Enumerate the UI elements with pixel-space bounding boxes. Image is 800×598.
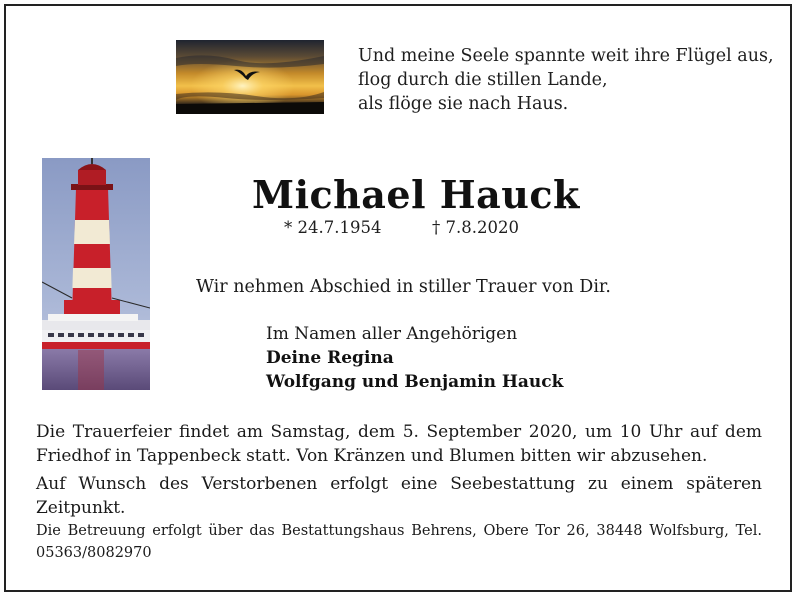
signer-name: Deine Regina (266, 348, 394, 368)
farewell-text: Wir nehmen Abschied in stiller Trauer von Dir. (196, 277, 611, 297)
poem-line: als flöge sie nach Haus. (358, 94, 569, 114)
signers-intro: Im Namen aller Angehörigen (266, 324, 518, 344)
poem-line: Und meine Seele spannte weit ihre Flügel aus, (358, 46, 774, 66)
signers-block (266, 322, 563, 394)
deceased-name: Michael Hauck (252, 172, 580, 217)
poem-verse (358, 44, 774, 116)
sunset-bird-image (176, 40, 324, 114)
death-date: † 7.8.2020 (432, 218, 519, 237)
funeral-home-info: Die Betreuung erfolgt über das Bestattungshaus Behrens, Obere Tor 26, 38448 Wolfsburg, Tel. 05363/8082970 (36, 523, 762, 561)
birth-date: * 24.7.1954 (284, 218, 382, 237)
lighthouse-image (42, 158, 150, 390)
signer-name: Wolfgang und Benjamin Hauck (266, 372, 564, 392)
burial-wish: Auf Wunsch des Verstorbenen erfolgt eine Seebestattung zu einem späteren Zeitpunkt. (36, 474, 762, 518)
poem-line: flog durch die stillen Lande, (358, 70, 608, 90)
ceremony-info: Die Trauerfeier findet am Samstag, dem 5. September 2020, um 10 Uhr auf dem Friedhof in Tappenbeck statt. Von Kränzen und Blumen bitten wir abzusehen. (36, 422, 762, 466)
